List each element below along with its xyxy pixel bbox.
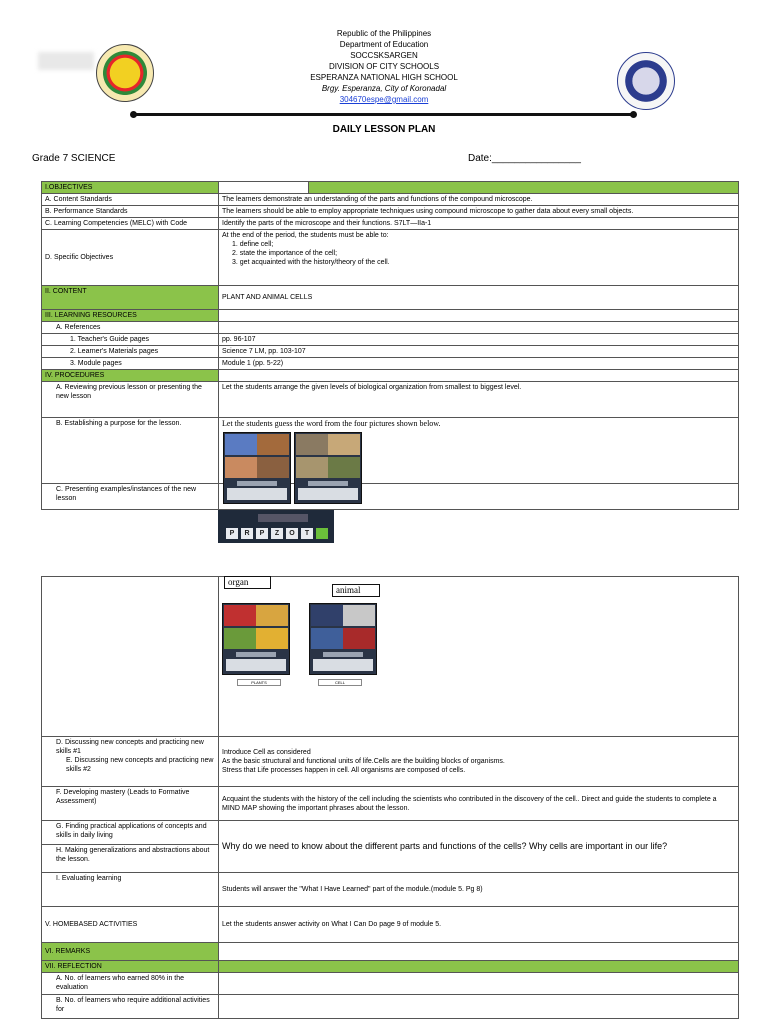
letterhead-line: ESPERANZA NATIONAL HIGH SCHOOL — [310, 73, 458, 82]
guide-question: Why do we need to know about the different parts and functions of the cells? Why cells are important in our life? — [219, 821, 739, 873]
specific-intro: At the end of the period, the students must be able to: — [222, 232, 389, 239]
review-text: Let the students arrange the given levels of biological organization from smallest to biggest level. — [219, 382, 739, 418]
lesson-plan-table-2 — [41, 576, 739, 1019]
examples-label: C. Presenting examples/instances of the new lesson — [42, 484, 219, 510]
objective-item: 2. state the importance of the cell; — [232, 250, 338, 257]
school-email-link[interactable]: 304670espe@gmail.com — [339, 95, 429, 104]
objective-item: 3. get acquainted with the history/theory of the cell. — [232, 259, 390, 266]
letterhead-line: Republic of the Philippines — [336, 29, 432, 38]
answer-word-organ: organ — [224, 576, 271, 589]
melc-text: Identify the parts of the microscope and their functions. S7LT—IIa-1 — [219, 218, 739, 230]
page-title: DAILY LESSON PLAN — [332, 124, 436, 135]
specific-objectives-text — [219, 230, 739, 286]
grade-label: Grade 7 SCIENCE — [32, 153, 116, 164]
review-label: A. Reviewing previous lesson or presenting the new lesson — [42, 382, 219, 418]
letter-key[interactable]: P — [226, 528, 238, 539]
discuss-2-label: E. Discussing new concepts and practicing new skills #2 — [66, 757, 214, 773]
objective-item: 1. define cell; — [232, 241, 274, 248]
content-text: PLANT AND ANIMAL CELLS — [219, 286, 739, 310]
content-heading: II. CONTENT — [42, 286, 219, 310]
caption-plants: PLANTS — [237, 679, 281, 686]
letterhead-line: DIVISION OF CITY SCHOOLS — [328, 62, 440, 71]
discuss-text — [219, 737, 739, 787]
module-pages-label: 3. Module pages — [42, 358, 219, 370]
content-standards-text: The learners demonstrate an understanding of the parts and functions of the compound microscope. — [219, 194, 739, 206]
letterhead-line: Department of Education — [339, 40, 429, 49]
four-pics-puzzle-1 — [223, 432, 291, 504]
melc-label: C. Learning Competencies (MELC) with Code — [42, 218, 219, 230]
date-field[interactable]: Date:________________ — [468, 153, 581, 164]
letterhead — [0, 28, 768, 105]
remarks-heading: VI. REMARKS — [42, 943, 219, 961]
teachers-guide-pages: pp. 96-107 — [219, 334, 739, 346]
lesson-plan-table-1 — [41, 181, 739, 510]
purpose-text: Let the students guess the word from the four pictures shown below. — [219, 418, 739, 484]
performance-standards-text: The learners should be able to employ appropriate techniques using compound microscope to gather data about every small objects. — [219, 206, 739, 218]
learners-materials-pages: Science 7 LM, pp. 103-107 — [219, 346, 739, 358]
practical-label: G. Finding practical applications of concepts and skills in daily living — [42, 821, 219, 845]
homebased-label: V. HOMEBASED ACTIVITIES — [42, 907, 219, 943]
performance-standards-label: B. Performance Standards — [42, 206, 219, 218]
learners-materials-label: 2. Learner's Materials pages — [42, 346, 219, 358]
letterhead-line: SOCCSKSARGEN — [350, 51, 418, 60]
discuss-line: Introduce Cell as considered — [222, 749, 311, 756]
discuss-concepts-labels — [42, 737, 219, 787]
homebased-text: Let the students answer activity on What I Can Do page 9 of module 5. — [219, 907, 739, 943]
content-standards-label: A. Content Standards — [42, 194, 219, 206]
rule-dot-right — [630, 111, 637, 118]
letter-keys-strip — [218, 510, 334, 543]
letter-key[interactable]: Z — [271, 528, 283, 539]
module-pages: Module 1 (pp. 5-22) — [219, 358, 739, 370]
letter-key[interactable]: O — [286, 528, 298, 539]
objectives-heading: I.OBJECTIVES — [42, 182, 219, 194]
four-pics-puzzle-cell — [309, 603, 377, 675]
four-pics-puzzle-plants — [222, 603, 290, 675]
reflection-b-label: B. No. of learners who require additional activities for — [42, 995, 219, 1019]
generalize-label: H. Making generalizations and abstractions about the lesson. — [42, 845, 219, 873]
evaluate-text: Students will answer the "What I Have Learned" part of the module.(module 5. Pg 8) — [219, 873, 739, 907]
reflection-a-label: A. No. of learners who earned 80% in the evaluation — [42, 973, 219, 995]
four-pics-puzzle-2 — [294, 432, 362, 504]
answer-word-animal: animal — [332, 584, 380, 597]
specific-objectives-label: D. Specific Objectives — [42, 230, 219, 286]
purpose-label: B. Establishing a purpose for the lesson. — [42, 418, 219, 484]
procedures-heading: IV. PROCEDURES — [42, 370, 219, 382]
header-rule — [133, 113, 633, 116]
check-key-icon[interactable] — [316, 528, 328, 539]
mastery-label: F. Developing mastery (Leads to Formative Assessment) — [42, 787, 219, 821]
reflection-heading: VII. REFLECTION — [42, 961, 219, 973]
teachers-guide-label: 1. Teacher's Guide pages — [42, 334, 219, 346]
discuss-line: As the basic structural and functional units of life.Cells are the building blocks of organisms. — [222, 758, 505, 765]
discuss-1-label: D. Discussing new concepts and practicing new skills #1 — [56, 739, 204, 755]
resources-heading: III. LEARNING RESOURCES — [42, 310, 219, 322]
mastery-text: Acquaint the students with the history of the cell including the scientists who contributed in the discovery of the cell.. Direct and guide the students to complete a MIND MAP showing the important phrases about the lesson. — [219, 787, 739, 821]
letter-key[interactable]: R — [241, 528, 253, 539]
references-label: A. References — [42, 322, 219, 334]
school-address: Brgy. Esperanza, City of Koronadal — [321, 84, 447, 93]
discuss-line: Stress that Life processes happen in cell. All organisms are composed of cells. — [222, 767, 466, 774]
caption-cell: CELL — [318, 679, 362, 686]
evaluate-label: I. Evaluating learning — [42, 873, 219, 907]
letter-key[interactable]: P — [256, 528, 268, 539]
letter-key[interactable]: T — [301, 528, 313, 539]
